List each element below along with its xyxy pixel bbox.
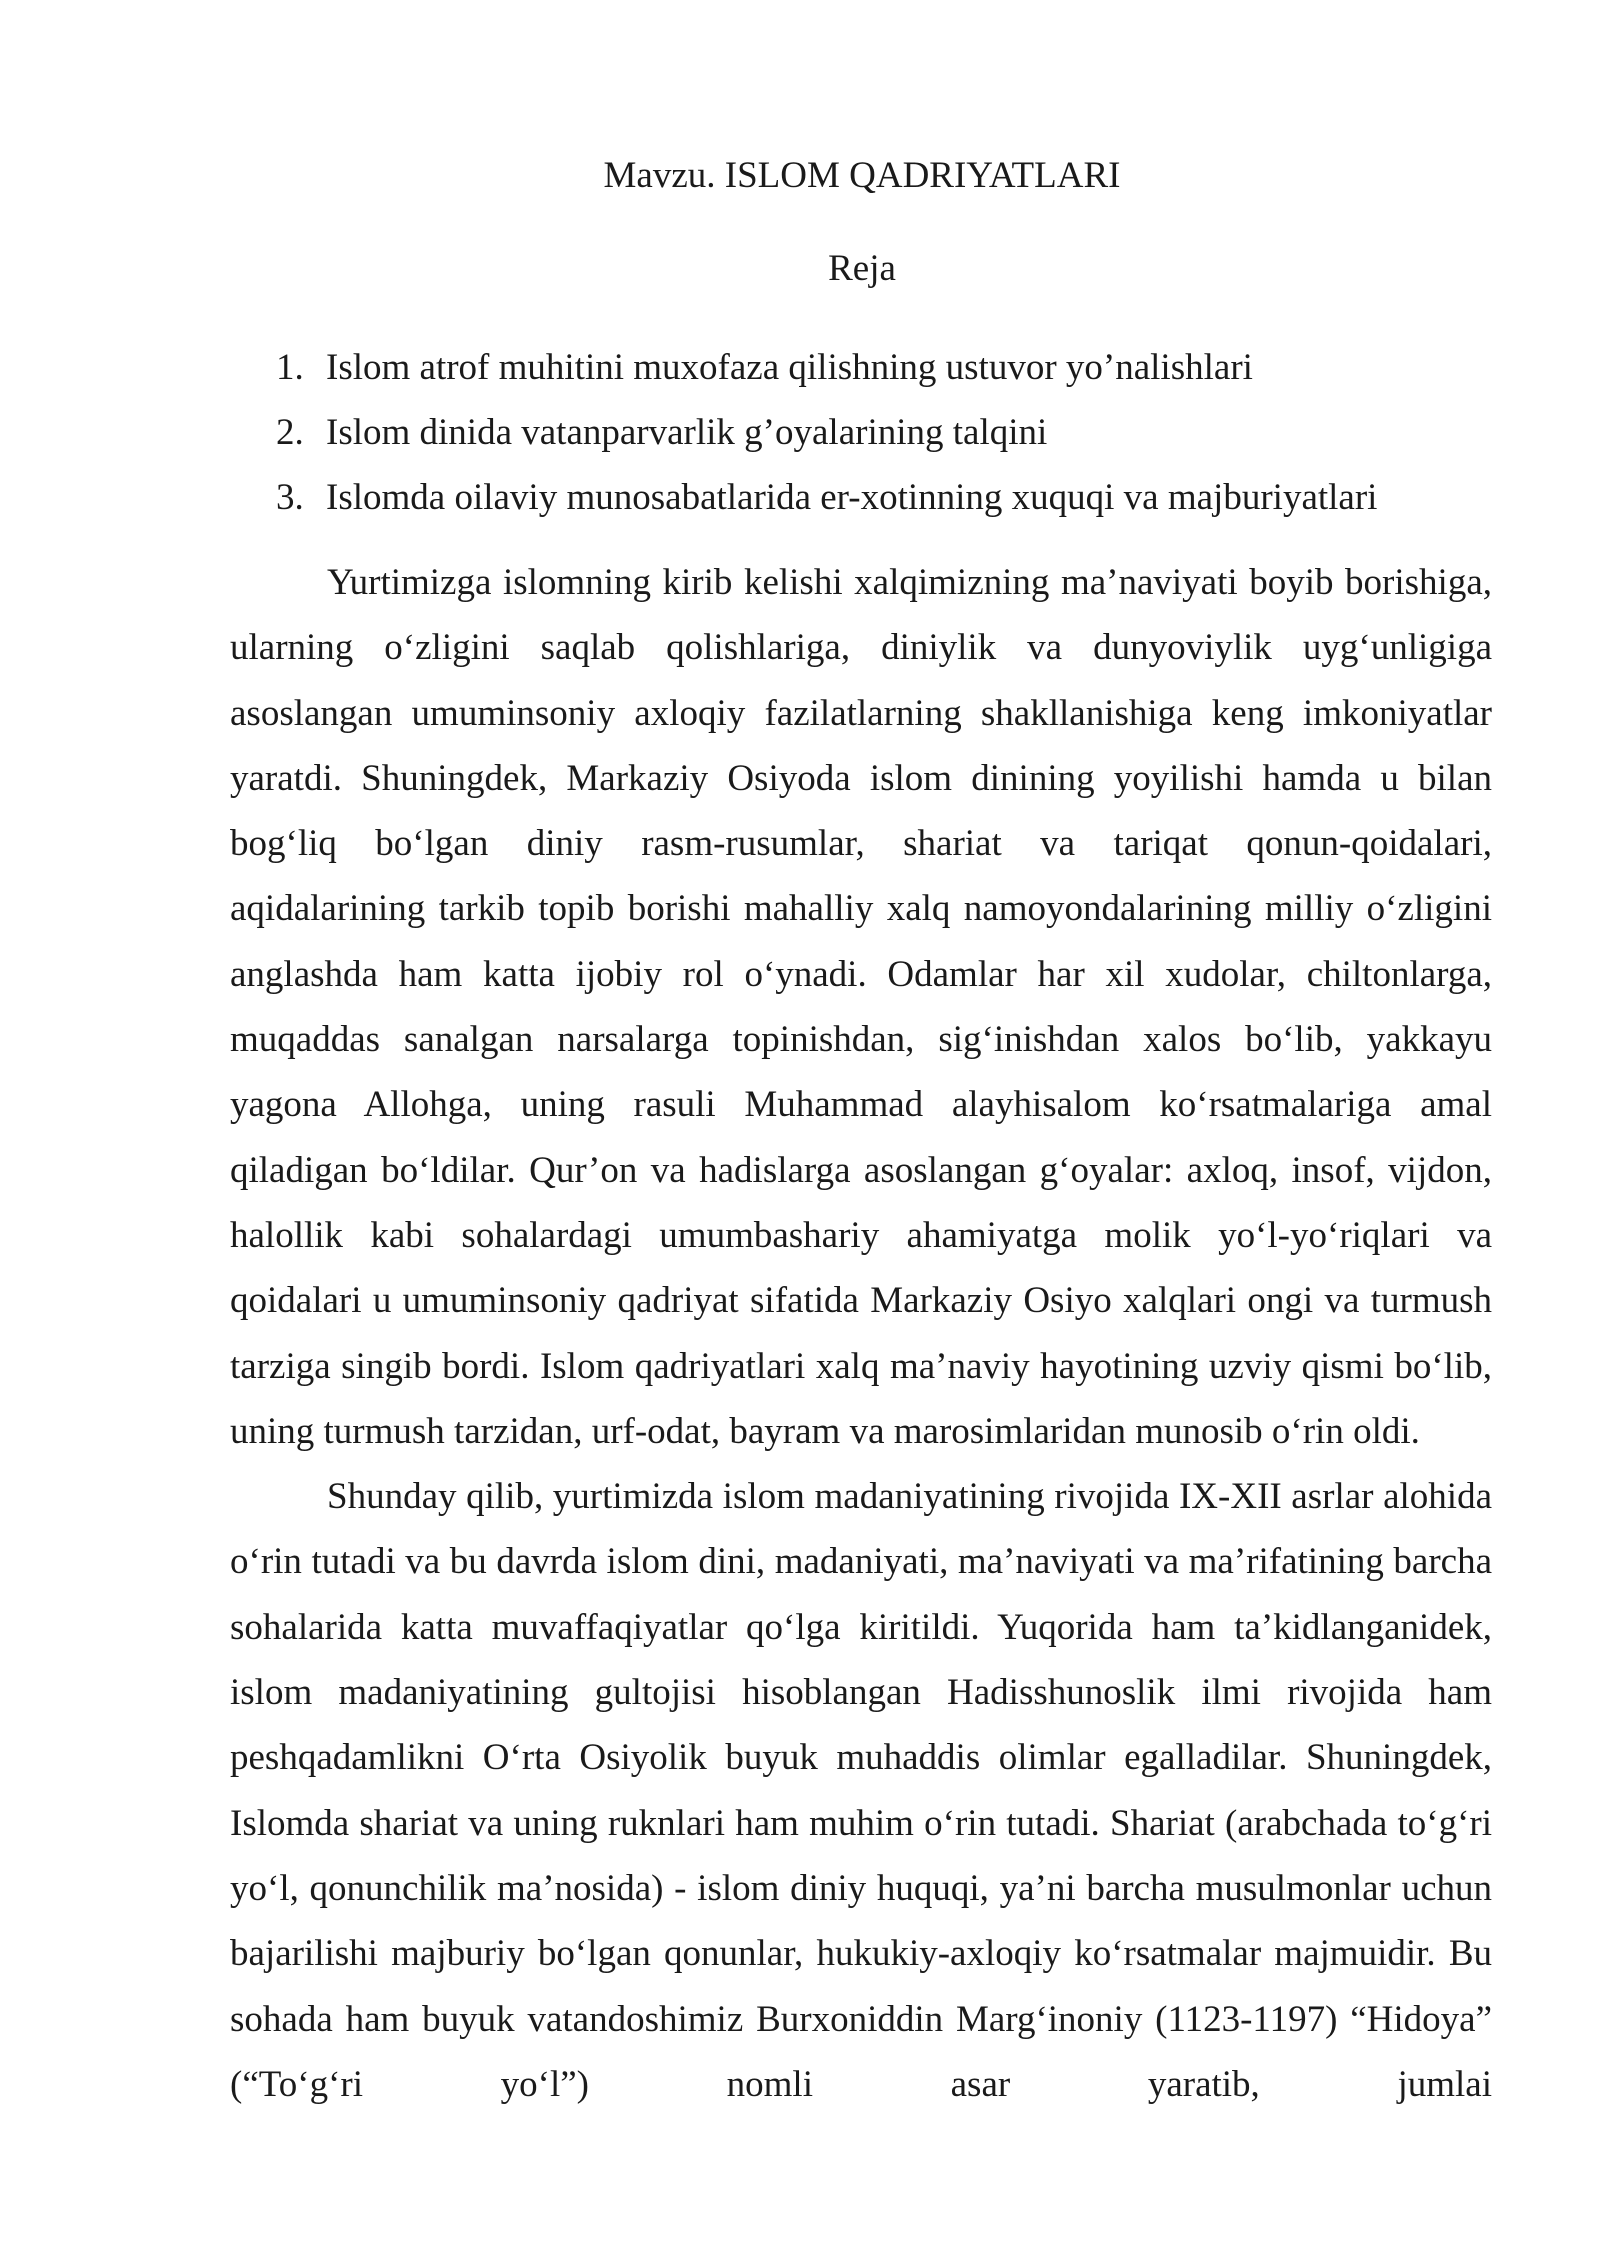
- plan-list: [276, 335, 1426, 530]
- plan-item-number: 2.: [276, 412, 304, 453]
- plan-item: [276, 400, 1426, 465]
- paragraph: Yurtimizga islomning kirib kelishi xalqimizning ma’naviyati boyib borishiga, ularning o‘zligini saqlab qolishlariga, diniylik va dunyoviylik uyg‘unligiga asoslangan umuminsoniy axloqiy fazilatlarning shakllanishiga keng imkoniyatlar yaratdi. Shuningdek, Markaziy Osiyoda islom dinining yoyilishi hamda u bilan bog‘liq bo‘lgan diniy rasm-rusumlar, shariat va tariqat qonun-qoidalari, aqidalarining tarkib topib borishi mahalliy xalq namoyondalarining milliy o‘zligini anglashda ham katta ijobiy rol o‘ynadi. Odamlar har xil xudolar, chiltonlarga, muqaddas sanalgan narsalarga topinishdan, sig‘inishdan xalos bo‘lib, yakkayu yagona Allohga, uning rasuli Muhammad alayhisalom ko‘rsatmalariga amal qiladigan bo‘ldilar. Qur’on va hadislarga asoslangan g‘oyalar: axloq, insof, vijdon, halollik kabi sohalardagi umumbashariy ahamiyatga molik yo‘l-yo‘riqlari va qoidalari u umuminsoniy qadriyat sifatida Markaziy Osiyo xalqlari ongi va turmush tarziga singib bordi. Islom qadriyatlari xalq ma’naviy hayotining uzviy qismi bo‘lib, uning turmush tarzidan, urf-odat, bayram va marosimlaridan munosib o‘rin oldi.: [230, 562, 1492, 1452]
- plan-item-number: 1.: [276, 347, 304, 388]
- plan-item-number: 3.: [276, 477, 304, 518]
- plan-item-text: Islom dinida vatanparvarlik g’oyalarining talqini: [326, 412, 1048, 453]
- plan-heading: Reja: [828, 248, 896, 289]
- page-title: Mavzu. ISLOM QADRIYATLARI: [603, 155, 1121, 196]
- paragraph: Shunday qilib, yurtimizda islom madaniyatining rivojida IX-XII asrlar alohida o‘rin tutadi va bu davrda islom dini, madaniyati, ma’naviyati va ma’rifatining barcha sohalarida katta muvaffaqiyatlar qo‘lga kiritildi. Yuqorida ham ta’kidlanganidek, islom madaniyatining gultojisi hisoblangan Hadisshunoslik ilmi rivojida ham peshqadamlikni O‘rta Osiyolik buyuk muhaddis olimlar egalladilar. Shuningdek, Islomda shariat va uning ruknlari ham muhim o‘rin tutadi. Shariat (arabchada to‘g‘ri yo‘l, qonunchilik ma’nosida) - islom diniy huquqi, ya’ni barcha musulmonlar uchun bajarilishi majburiy bo‘lgan qonunlar, hukukiy-axloqiy ko‘rsatmalar majmuidir. Bu sohada ham buyuk vatandoshimiz Burxoniddin Marg‘inoniy (1123-1197) “Hidoya” (“To‘g‘ri yo‘l”) nomli asar yaratib, jumlai: [230, 1476, 1492, 2105]
- plan-item: [276, 465, 1426, 530]
- plan-item-text: Islom atrof muhitini muxofaza qilishning ustuvor yo’nalishlari: [326, 347, 1253, 388]
- body-text: [230, 550, 1492, 2117]
- plan-item: [276, 335, 1426, 400]
- plan-item-text: Islomda oilaviy munosabatlarida er-xotinning xuquqi va majburiyatlari: [326, 477, 1378, 518]
